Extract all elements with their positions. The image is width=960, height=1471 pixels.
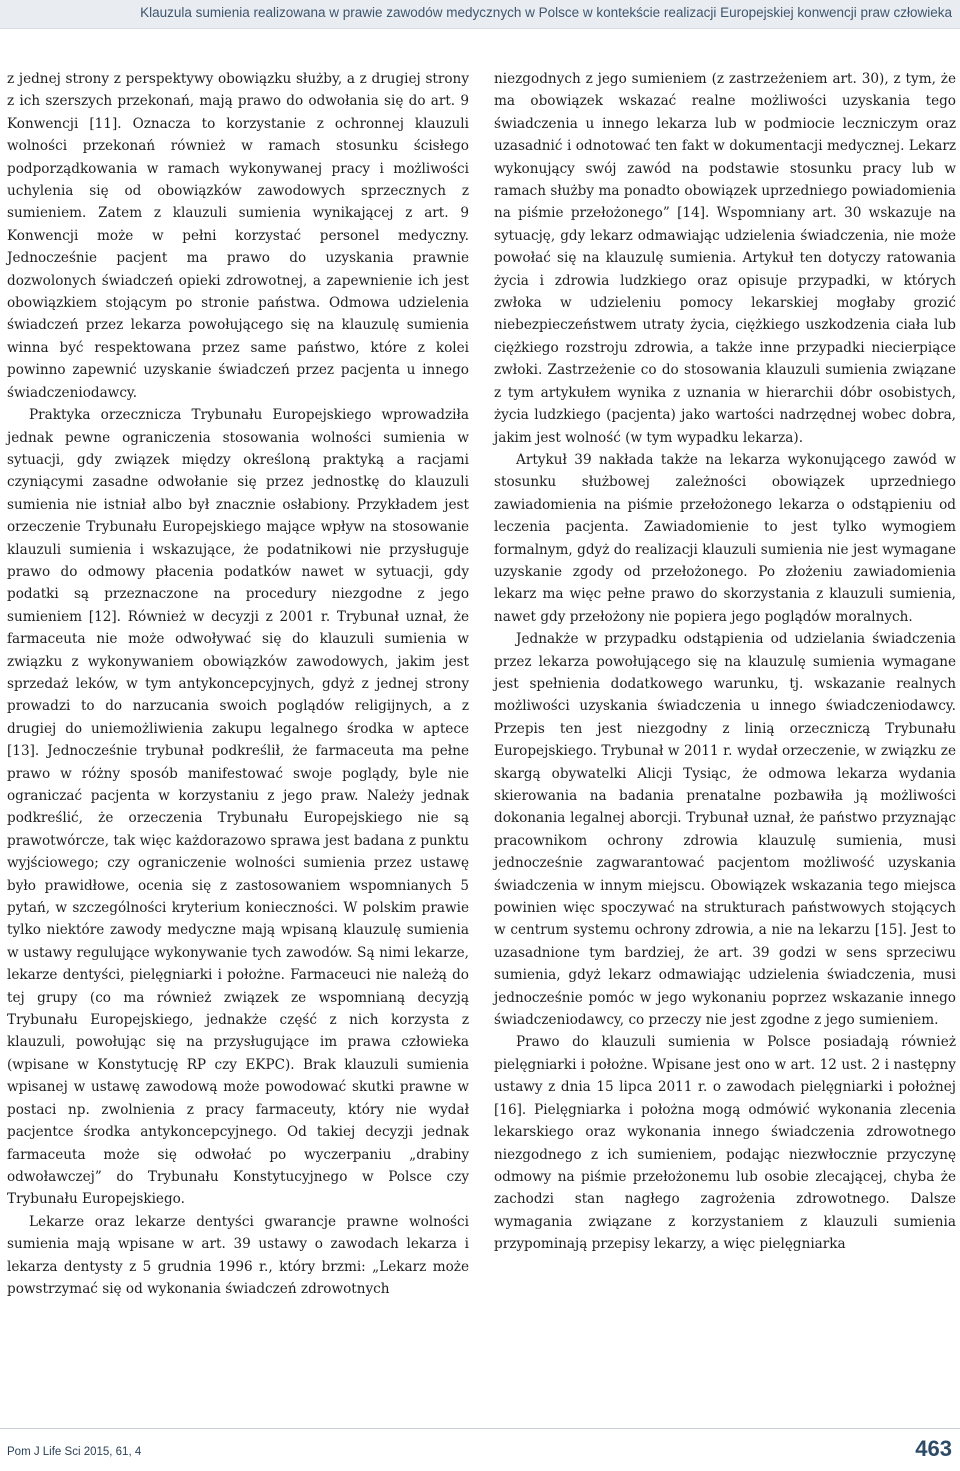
paragraph: niezgodnych z jego sumieniem (z zastrzeżeniem art. 30), z tym, że ma obowiązek wskazać realne możliwości uzyskania tego świadczenia u innego lekarza lub w podmiocie leczniczym oraz uzasadnić i odnotować ten fakt w dokumentacji medycznej. Lekarz wykonujący swój zawód na podstawie stosunku pracy lub w ramach służby ma ponadto obowiązek uprzedniego powiadomienia na piśmie przełożonego” [14]. Wspomniany art. 30 wskazuje na sytuację, gdy lekarz odmawiając udzielenia świadczenia, nie może powołać się na klauzulę sumienia. Artykuł ten dotyczy ratowania życia i zdrowia ludzkiego oraz opisuje przypadki, w których zwłoka w udzieleniu pomocy lekarskiej mogłaby grozić niebezpieczeństwem utraty życia, ciężkiego uszkodzenia ciała lub ciężkiego rozstroju zdrowia, a także inne przypadki niecierpiące zwłoki. Zastrzeżenie co do stosowania klauzuli sumienia związane z tym artykułem wynika z uznania w hierarchii dóbr osobistych, życia ludzkiego (pacjenta) jako wartości nadrzędnej wobec dobra, jakim jest wolność (w tym wypadku lekarza). — [494, 71, 956, 446]
paragraph: Prawo do klauzuli sumienia w Polsce posiadają również pielęgniarki i położne. Wpisane jest ono w art. 12 ust. 2 i następny ustawy z dnia 15 lipca 2011 r. o zawodach pielęgniarki i położnej [16]. Pielęgniarka i położna mogą odmówić wykonania zlecenia lekarskiego oraz wykonania innego świadczenia zdrowotnego niezgodnego z ich sumieniem, podając niezwłocznie przyczynę odmowy na piśmie przełożonemu lub osobie zlecającej, chyba że zachodzi stan nagłego zagrożenia zdrowotnego. Dalsze wymagania związane z korzystaniem z klauzuli sumienia przypominają przepisy lekarzy, a więc pielęgniarka — [494, 1034, 956, 1253]
paragraph: Praktyka orzecznicza Trybunału Europejskiego wprowadziła jednak pewne ograniczenia stosowania wolności sumienia w sytuacji, gdy związek między określoną praktyką a racjami czyniącymi zasadne odwołanie się przez jednostkę do klauzuli sumienia nie istniał albo był znacznie osłabiony. Przykładem jest orzeczenie Trybunału Europejskiego mające wpływ na stosowanie klauzuli sumienia i wskazujące, że podatnikowi nie przysługuje prawo do odmowy płacenia podatków nawet w sytuacji, gdy podatki są przeznaczone na procedury niezgodne z jego sumieniem [12]. Również w decyzji z 2001 r. Trybunał uznał, że farmaceuta nie może odwoływać się do klauzuli sumienia w związku z wykonywaniem obowiązków zawodowych, jakim jest sprzedaż leków, w tym antykoncepcyjnych, gdyż z jednej strony prowadzi to do narzucania swoich poglądów religijnych, a z drugiej do uniemożliwienia zakupu legalnego środka w aptece [13]. Jednocześnie trybunał podkreślił, że farmaceuta ma pełne prawo w różny sposób manifestować swoje poglądy, byle nie ograniczać pacjenta w korzystaniu z jego praw. Należy jednak podkreślić, że orzeczenia Trybunału Europejskiego nie są prawotwórcze, tak więc każdorazowo sprawa jest badana z punktu wyjściowego; czy ograniczenie wolności sumienia przez ustawę było prawidłowe, ocenia się z zastosowaniem wspomnianych 5 pytań, w szczególności kryterium konieczności. W polskim prawie tylko niektóre zawody medyczne mają wpisaną klauzulę sumienia w ustawy regulujące wykonywanie tych zawodów. Są nimi lekarze, lekarze dentyści, pielęgniarki i położne. Farmaceuci nie należą do tej grupy (co ma również związek ze wspomnianą decyzją Trybunału Europejskiego, jednakże część z nich korzysta z klauzuli, powołując się na przysługujące im prawa człowieka (wpisane w Konstytucję RP czy EKPC). Brak klauzuli sumienia wpisanej w ustawę zawodową może powodować skutki prawne w postaci np. zwolnienia z pracy farmaceuty, który nie wydał pacjentce środka antykoncepcyjnego. Od takiej decyzji jednak farmaceuta może się odwołać po wyczerpaniu „drabiny odwoławczej” do Trybunału Konstytucyjnego w Polsce czy Trybunału Europejskiego. — [7, 407, 469, 1208]
paragraph: z jednej strony z perspektywy obowiązku służby, a z drugiej strony z ich szerszych przekonań, mają prawo do odwołania się do art. 9 Konwencji [11]. Oznacza to korzystanie z ochronnej klauzuli wolności przekonań również w ramach stosunku ścisłego podporządkowania w ramach wykonywanej pracy i możliwości uchylenia się od obowiązków zawodowych sprzecznych z sumieniem. Zatem z klauzuli sumienia wynikającej z art. 9 Konwencji może w pełni korzystać personel medyczny. Jednocześnie pacjent ma prawo do uzyskania prawnie dozwolonych świadczeń opieki zdrowotnej, a zapewnienie ich jest obowiązkiem stojącym po stronie państwa. Odmowa udzielenia świadczeń przez lekarza powołującego się na klauzulę sumienia winna być respektowana przez same państwo, które z kolei powinno zapewnić uzyskanie świadczeń przez pacjenta u innego świadczeniodawcy. — [7, 71, 469, 401]
running-header — [0, 0, 960, 29]
paragraph: Artykuł 39 nakłada także na lekarza wykonującego zawód w stosunku służbowej zależności obowiązek uprzedniego zawiadomienia na piśmie przełożonego lekarza o odstąpieniu od leczenia pacjenta. Zawiadomienie to jest tylko wymogiem formalnym, gdyż do realizacji klauzuli sumienia nie jest wymagane uzyskanie zgody od przełożonego. Po złożeniu zawiadomienia lekarz ma więc pełne prawo do skorzystania z klauzuli sumienia, nawet gdy przełożony nie popiera jego poglądów moralnych. — [494, 451, 956, 625]
running-title: Klauzula sumienia realizowana w prawie zawodów medycznych w Polsce w kontekście realizacji Europejskiej konwencji praw człowieka — [140, 5, 952, 20]
journal-citation: Pom J Life Sci 2015, 61, 4 — [7, 1446, 142, 1458]
page-number: 463 — [915, 1436, 952, 1461]
footer-divider — [0, 1428, 960, 1429]
paragraph: Lekarze oraz lekarze dentyści gwarancje prawne wolności sumienia mają wpisane w art. 39 ustawy o zawodach lekarza i lekarza dentysty z 5 grudnia 1996 r., który brzmi: „Lekarz może powstrzymać się od wykonania świadczeń zdrowotnych — [7, 1213, 469, 1297]
left-column — [7, 68, 469, 1300]
right-column — [494, 68, 956, 1256]
paragraph: Jednakże w przypadku odstąpienia od udzielania świadczenia przez lekarza powołującego się na klauzulę sumienia wymagane jest spełnienia dodatkowego warunku, tj. wskazanie realnych możliwości uzyskania świadczenia u innego świadczeniodawcy. Przepis ten jest niezgodny z linią orzeczniczą Trybunału Europejskiego. Trybunał w 2011 r. wydał orzeczenie, w związku ze skargą obywatelki Alicji Tysiąc, że odmowa lekarza wydania skierowania na badania prenatalne pozbawiła ją możliwości dokonania legalnej aborcji. Trybunał uznał, że państwo przyznając pracownikom ochrony zdrowia klauzulę sumienia, musi jednocześnie zagwarantować pacjentom możliwość uzyskania świadczenia w innym miejscu. Obowiązek wskazania tego miejsca powinien więc spoczywać na strukturach państwowych stojących w centrum systemu ochrony zdrowia, a nie na lekarzu [15]. Jest to uzasadnione tym bardziej, że art. 39 godzi w sens sprzeciwu sumienia, gdyż lekarz odmawiając udzielenia świadczenia, musi jednocześnie pomóc w jego wykonaniu poprzez wskazanie innego świadczeniodawcy, co przeczy nie jest zgodne z jego sumieniem. — [494, 631, 956, 1029]
